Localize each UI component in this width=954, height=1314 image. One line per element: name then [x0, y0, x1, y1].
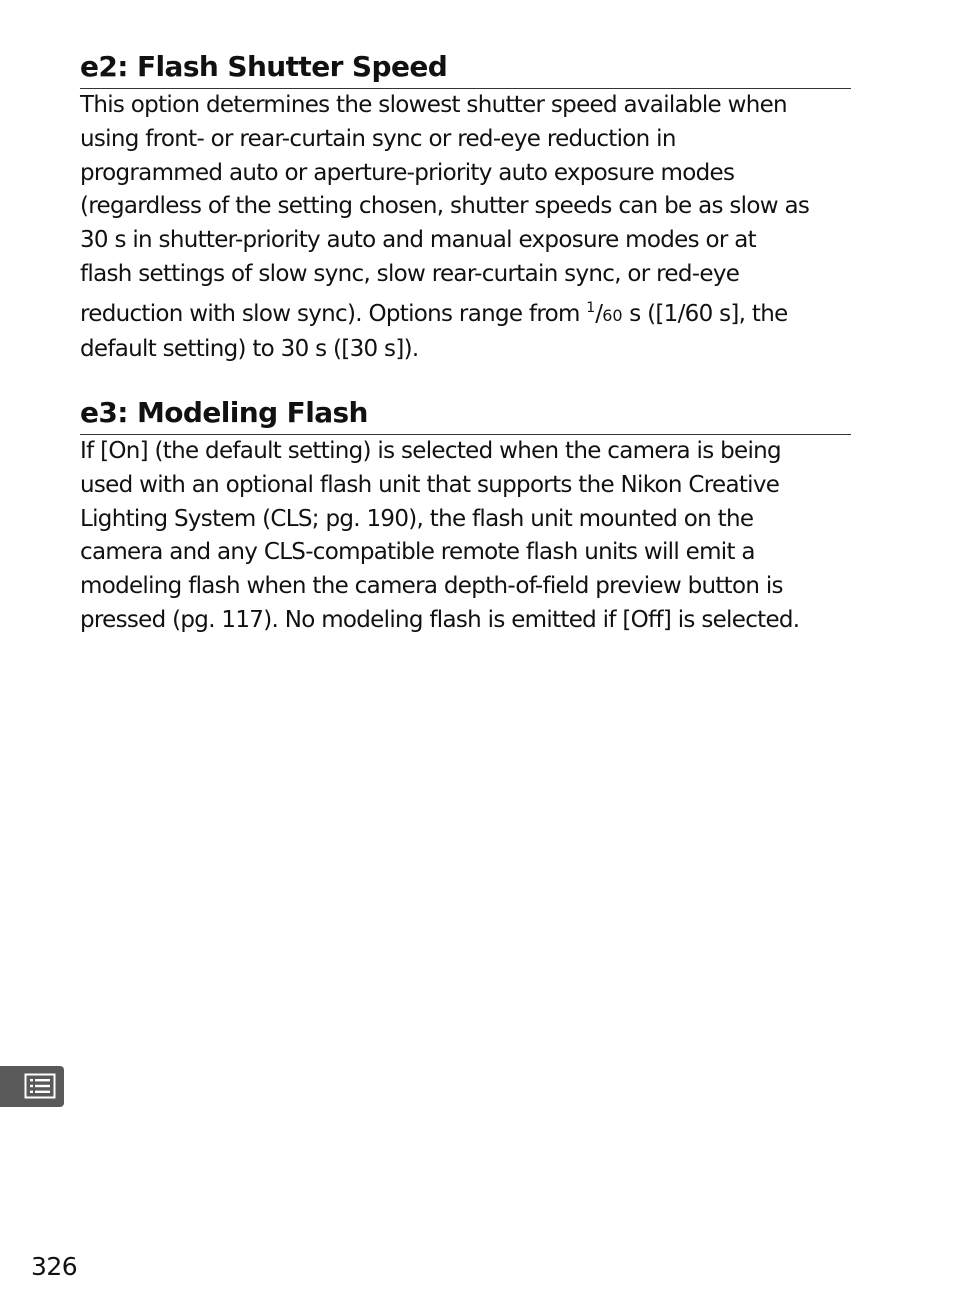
body-line: using front- or rear-curtain sync or red-eye reduction in	[80, 125, 676, 152]
section-heading: e3: Modeling Flash	[80, 394, 851, 435]
body-line: default setting) to 30 s ([30 s]).	[80, 335, 419, 362]
body-text: reduction with slow sync). Options range from	[80, 300, 587, 327]
body-line: flash settings of slow sync, slow rear-curtain sync, or red-eye	[80, 260, 740, 287]
body-line: camera and any CLS-compatible remote flash units will emit a	[80, 539, 755, 566]
body-line: pressed (pg. 117). No modeling flash is emitted if [Off] is selected.	[80, 606, 800, 633]
fraction-numerator: 1	[586, 299, 596, 316]
body-line: 30 s in shutter-priority auto and manual exposure modes or at	[80, 227, 756, 254]
fraction-slash: /	[595, 300, 603, 327]
body-text: s ([1/60 s], the	[622, 300, 788, 327]
body-line: If [On] (the default setting) is selected when the camera is being	[80, 438, 781, 464]
section-body	[80, 89, 851, 366]
page-number: 326	[31, 1252, 78, 1281]
body-line: modeling flash when the camera depth-of-field preview button is	[80, 573, 783, 600]
chapter-tab-marker	[0, 1066, 64, 1107]
body-line: Lighting System (CLS; pg. 190), the flash unit mounted on the	[80, 505, 754, 532]
body-line: This option determines the slowest shutter speed available when	[80, 92, 787, 118]
body-line: programmed auto or aperture-priority auto exposure modes	[80, 159, 735, 186]
fraction-denominator: 60	[602, 305, 623, 325]
section-e3-modeling-flash	[80, 394, 851, 638]
body-line: (regardless of the setting chosen, shutter speeds can be as slow as	[80, 193, 810, 220]
body-line-with-fraction	[80, 292, 851, 333]
section-body	[80, 435, 851, 638]
body-line: used with an optional flash unit that supports the Nikon Creative	[80, 471, 780, 498]
section-e2-flash-shutter-speed	[80, 48, 851, 366]
section-heading: e2: Flash Shutter Speed	[80, 48, 851, 89]
menu-list-icon	[24, 1073, 56, 1099]
